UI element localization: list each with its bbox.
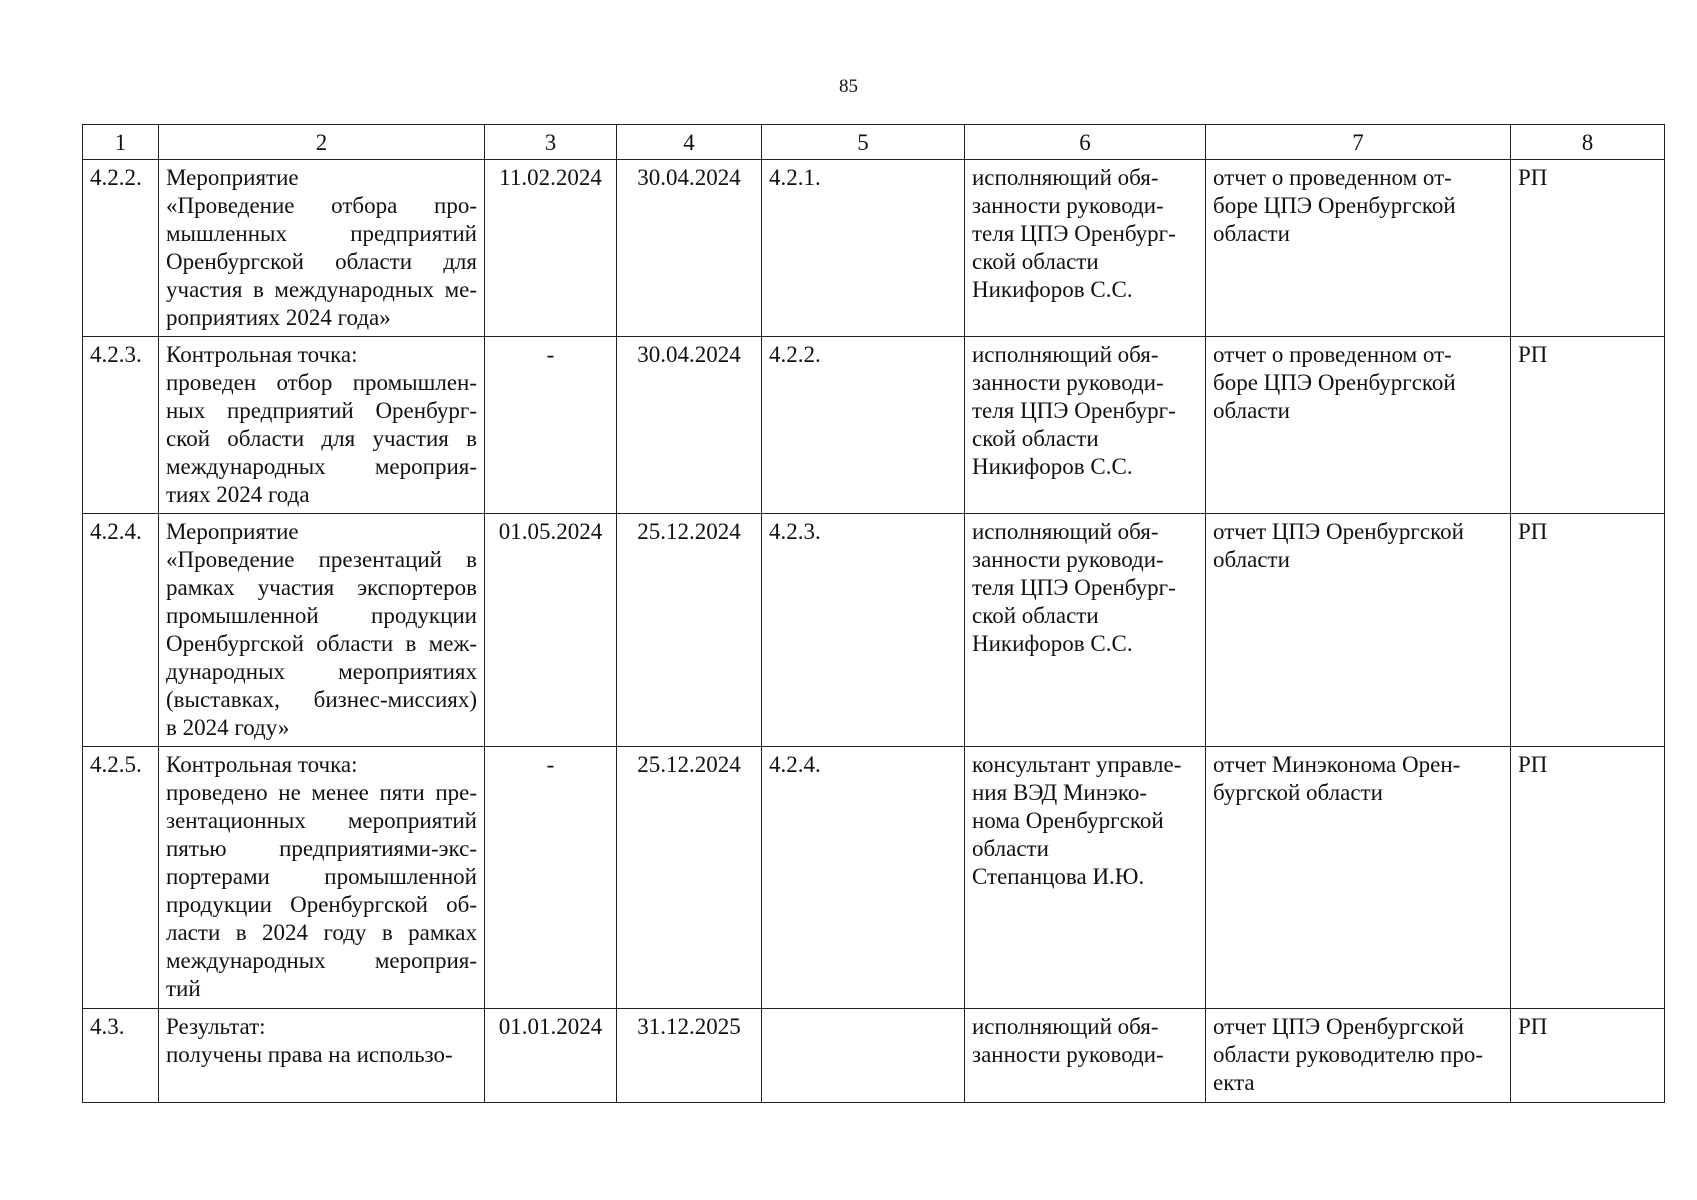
text-line: мышленных предприятий [166,221,477,246]
responsible [965,1009,1206,1103]
result-document [1206,1009,1511,1103]
text-line: ласти в 2024 году в рамках [166,920,477,945]
text-line: Мероприятие [166,519,299,544]
text-line: проведен отбор промышлен- [166,370,477,395]
text-line: международных мероприя- [166,454,477,479]
text-line: теля ЦПЭ Оренбург- [972,575,1176,600]
start-date: 01.01.2024 [485,1009,617,1103]
end-date: 31.12.2025 [617,1009,762,1103]
item-title [159,747,485,1009]
responsible [965,747,1206,1009]
text-line: теля ЦПЭ Оренбург- [972,221,1176,246]
item-title [159,514,485,747]
text-line: Никифоров С.С. [972,631,1133,656]
text-line: консультант управле- [972,752,1182,777]
column-header: 3 [485,125,617,160]
text-line: теля ЦПЭ Оренбург- [972,398,1176,423]
text-line: (выставках, бизнес-миссиях) [166,687,477,712]
column-header: 6 [965,125,1206,160]
text-line: области [1213,547,1290,572]
start-date: - [485,747,617,1009]
item-number: 4.2.3. [83,337,159,514]
item-title [159,160,485,337]
predecessor: 4.2.3. [762,514,965,747]
text-line: ской области [972,426,1099,451]
text-line: портерами промышленной [166,864,477,889]
text-line: проведено не менее пяти пре- [166,780,477,805]
text-line: екта [1213,1070,1255,1095]
text-line: тий [166,976,201,1001]
item-title [159,337,485,514]
table-row [83,337,1665,514]
text-line: занности руководи- [972,1042,1164,1067]
column-header: 4 [617,125,762,160]
item-number: 4.3. [83,1009,159,1103]
text-line: «Проведение отбора про- [166,193,477,218]
result-document [1206,514,1511,747]
text-line: рамках участия экспортеров [166,575,477,600]
column-header: 8 [1511,125,1665,160]
end-date: 30.04.2024 [617,337,762,514]
table-row [83,514,1665,747]
text-line: получены права на использо- [166,1042,453,1067]
start-date: - [485,337,617,514]
result-document [1206,337,1511,514]
text-line: Мероприятие [166,165,299,190]
text-line: бургской области [1213,780,1383,805]
responsible [965,514,1206,747]
control-level: РП [1511,514,1665,747]
text-line: исполняющий обя- [972,519,1159,544]
start-date: 11.02.2024 [485,160,617,337]
text-line: Степанцова И.Ю. [972,864,1145,889]
text-line: продукции Оренбургской об- [166,892,477,917]
text-line: области руководителю про- [1213,1042,1484,1067]
column-header: 7 [1206,125,1511,160]
predecessor: 4.2.2. [762,337,965,514]
text-line: Результат: [166,1014,266,1039]
column-header: 1 [83,125,159,160]
text-line: Никифоров С.С. [972,277,1133,302]
text-line: Контрольная точка: [166,752,358,777]
text-line: области [1213,221,1290,246]
page-number: 85 [839,76,858,97]
text-line: боре ЦПЭ Оренбургской [1213,193,1456,218]
text-line: зентационных мероприятий [166,808,477,833]
responsible [965,337,1206,514]
text-line: роприятиях 2024 года» [166,305,391,330]
text-line: исполняющий обя- [972,165,1159,190]
text-line: отчет ЦПЭ Оренбургской [1213,519,1464,544]
table-row [83,160,1665,337]
predecessor [762,1009,965,1103]
text-line: «Проведение презентаций в [166,547,477,572]
text-line: нома Оренбургской [972,808,1164,833]
control-level: РП [1511,1009,1665,1103]
column-number-row [83,125,1665,160]
table-row [83,747,1665,1009]
text-line: ской области для участия в [166,426,477,451]
control-level: РП [1511,747,1665,1009]
text-line: Никифоров С.С. [972,454,1133,479]
text-line: отчет Минэконома Орен- [1213,752,1461,777]
text-line: боре ЦПЭ Оренбургской [1213,370,1456,395]
text-line: отчет ЦПЭ Оренбургской [1213,1014,1464,1039]
text-line: ных предприятий Оренбург- [166,398,477,423]
text-line: области [1213,398,1290,423]
text-line: занности руководи- [972,193,1164,218]
text-line: промышленной продукции [166,603,477,628]
table-row [83,1009,1665,1103]
end-date: 30.04.2024 [617,160,762,337]
text-line: пятью предприятиями-экс- [166,836,477,861]
end-date: 25.12.2024 [617,514,762,747]
text-line: исполняющий обя- [972,342,1159,367]
predecessor: 4.2.1. [762,160,965,337]
text-line: дународных мероприятиях [166,659,477,684]
predecessor: 4.2.4. [762,747,965,1009]
text-line: отчет о проведенном от- [1213,165,1452,190]
responsible [965,160,1206,337]
text-line: Оренбургской области для [166,249,477,274]
result-document [1206,747,1511,1009]
text-line: области [972,836,1049,861]
item-number: 4.2.5. [83,747,159,1009]
item-number: 4.2.2. [83,160,159,337]
text-line: тиях 2024 года [166,482,310,507]
text-line: Оренбургской области в меж- [166,631,477,656]
text-line: Контрольная точка: [166,342,358,367]
text-line: участия в международных ме- [166,277,477,302]
control-level: РП [1511,160,1665,337]
text-line: в 2024 году» [166,715,290,740]
item-title [159,1009,485,1103]
text-line: ния ВЭД Минэко- [972,780,1148,805]
start-date: 01.05.2024 [485,514,617,747]
text-line: занности руководи- [972,370,1164,395]
control-level: РП [1511,337,1665,514]
text-line: международных мероприя- [166,948,477,973]
item-number: 4.2.4. [83,514,159,747]
text-line: исполняющий обя- [972,1014,1159,1039]
column-header: 2 [159,125,485,160]
end-date: 25.12.2024 [617,747,762,1009]
column-header: 5 [762,125,965,160]
text-line: ской области [972,249,1099,274]
text-line: занности руководи- [972,547,1164,572]
text-line: ской области [972,603,1099,628]
text-line: отчет о проведенном от- [1213,342,1452,367]
plan-table [82,124,1665,1103]
result-document [1206,160,1511,337]
